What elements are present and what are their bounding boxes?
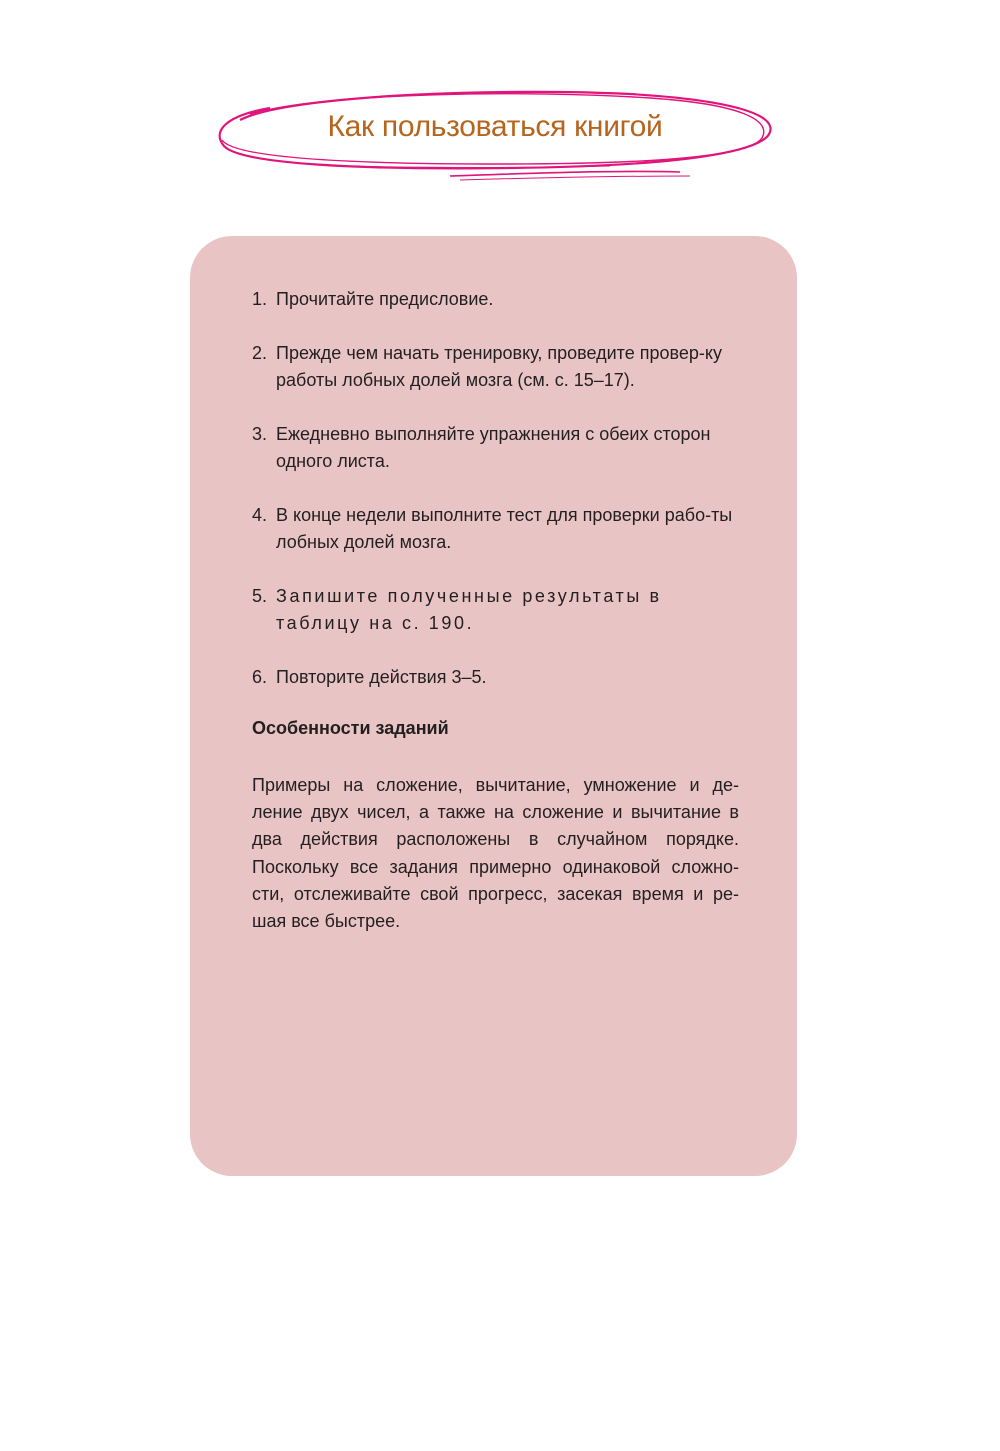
page-title: Как пользоваться книгой <box>327 110 663 143</box>
step-number: 1. <box>252 289 268 309</box>
step-text: Повторите действия 3–5. <box>276 667 487 687</box>
step-text: В конце недели выполните тест для проверки рабо-ты лобных долей мозга. <box>276 505 733 552</box>
step-number: 6. <box>252 667 268 687</box>
step-number: 4. <box>252 505 268 525</box>
step-item <box>252 340 737 394</box>
steps-list <box>252 286 737 718</box>
step-item <box>252 664 737 691</box>
instructions-card <box>190 236 797 1176</box>
title-block <box>210 80 780 190</box>
step-text: Прежде чем начать тренировку, проведите провер-ку работы лобных долей мозга (см. с. 15–17). <box>276 343 722 390</box>
step-text: Запишите полученные результаты в таблицу на с. 190. <box>276 586 662 633</box>
step-number: 5. <box>252 586 268 606</box>
section-body: Примеры на сложение, вычитание, умножение и де-ление двух чисел, а также на сложение и вычитание в два действия расположены в случайном порядке. Поскольку все задания примерно одинаковой сложно-сти, отслеживайте свой прогресс, засекая время и ре-шая все быстрее. <box>252 775 739 932</box>
step-number: 2. <box>252 343 268 363</box>
step-item <box>252 421 737 475</box>
step-text: Ежедневно выполняйте упражнения с обеих сторон одного листа. <box>276 424 711 471</box>
step-text: Прочитайте предисловие. <box>276 289 494 309</box>
step-item <box>252 502 737 556</box>
section-heading: Особенности заданий <box>252 718 449 738</box>
step-item <box>252 583 737 637</box>
step-number: 3. <box>252 424 268 444</box>
step-item <box>252 286 737 313</box>
